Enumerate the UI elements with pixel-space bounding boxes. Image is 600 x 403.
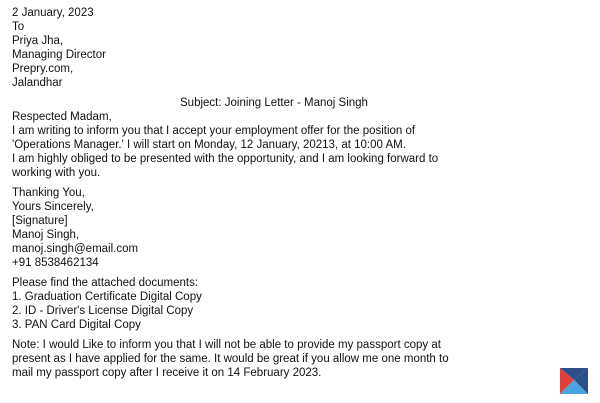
note-line: Note: I would Like to inform you that I will not be able to provide my passport copy at (12, 339, 441, 351)
recipient-name: Priya Jha, (12, 35, 64, 47)
note-line: mail my passport copy after I receive it on 14 February 2023. (12, 367, 322, 379)
body-line: I am highly obliged to be presented with the opportunity, and I am looking forward to (12, 153, 439, 165)
signature-placeholder: [Signature] (12, 215, 68, 227)
salutation: Respected Madam, (12, 111, 112, 123)
recipient-title: Managing Director (12, 49, 106, 61)
recipient-company: Prepry.com, (12, 63, 74, 75)
attachment-item: 1. Graduation Certificate Digital Copy (12, 291, 202, 303)
to-label: To (12, 21, 25, 33)
body-line: I am writing to inform you that I accept your employment offer for the position of (12, 125, 416, 137)
closing-sincerely: Yours Sincerely, (12, 201, 94, 213)
sender-name: Manoj Singh, (12, 229, 80, 241)
recipient-city: Jalandhar (12, 77, 63, 89)
body-line: 'Operations Manager.' I will start on Monday, 12 January, 20213, at 10:00 AM. (12, 139, 406, 151)
attachment-item: 2. ID - Driver's License Digital Copy (12, 305, 194, 317)
subject-line: Subject: Joining Letter - Manoj Singh (180, 97, 368, 109)
closing-thanks: Thanking You, (12, 187, 85, 199)
brand-logo-icon (558, 366, 590, 398)
body-line: working with you. (12, 167, 101, 179)
sender-email: manoj.singh@email.com (12, 243, 139, 255)
attachments-intro: Please find the attached documents: (12, 277, 199, 289)
note-line: present as I have applied for the same. It would be great if you allow me one month to (12, 353, 449, 365)
sender-phone: +91 8538462134 (12, 257, 99, 269)
letter-date: 2 January, 2023 (12, 7, 94, 19)
attachment-item: 3. PAN Card Digital Copy (12, 319, 141, 331)
